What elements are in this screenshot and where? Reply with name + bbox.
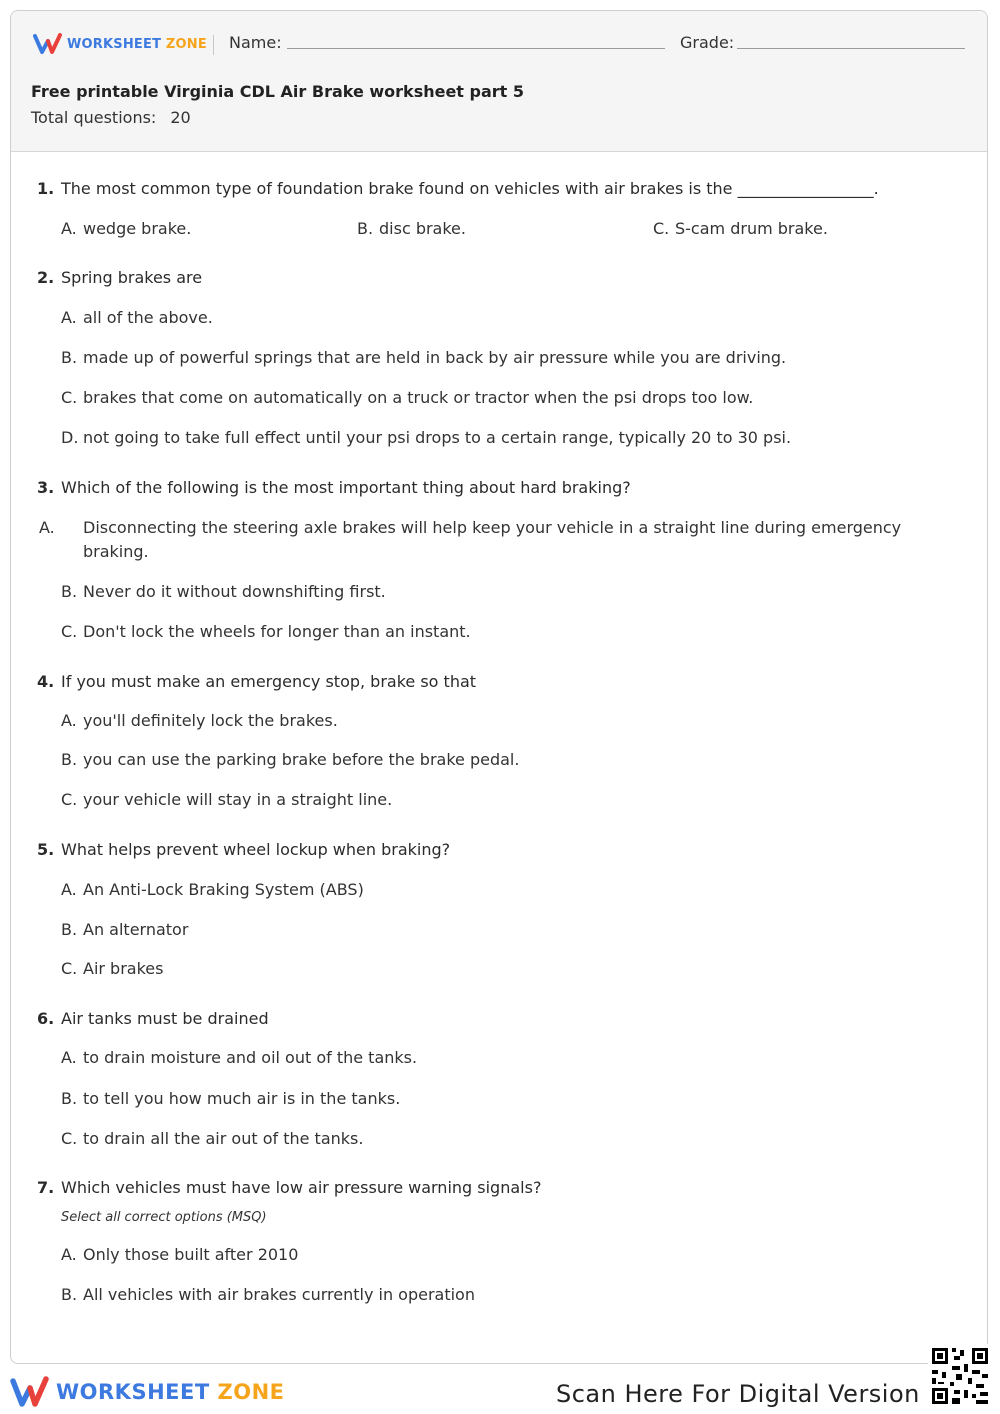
question-5 — [37, 838, 937, 862]
option-letter: A. — [61, 219, 77, 238]
footer-brand — [56, 1380, 285, 1404]
footer-logo — [10, 1376, 285, 1408]
footer-brand-main: WORKSHEET — [56, 1380, 210, 1404]
question-2 — [37, 266, 937, 290]
header-brand-accent: ZONE — [165, 36, 207, 52]
question-3 — [37, 476, 937, 500]
option-5b[interactable] — [61, 918, 188, 942]
option-2b[interactable] — [61, 346, 786, 370]
option-letter: B. — [61, 750, 78, 769]
option-text: Only those built after 2010 — [83, 1245, 299, 1264]
option-4a[interactable] — [61, 709, 338, 733]
option-text: disc brake. — [379, 219, 466, 238]
option-text: Never do it without downshifting first. — [83, 582, 386, 601]
option-letter: A. — [61, 308, 77, 327]
option-text: not going to take full effect until your psi drops to a certain range, typically 20 to 30 psi. — [83, 428, 792, 447]
option-2c[interactable] — [61, 386, 753, 410]
question-text — [37, 476, 937, 500]
option-3c[interactable] — [61, 620, 471, 644]
question-stem: The most common type of foundation brake found on vehicles with air brakes is the _________________. — [61, 179, 879, 198]
worksheet-zone-logo-icon — [10, 1376, 50, 1408]
option-1b[interactable] — [357, 217, 466, 241]
option-text: Don't lock the wheels for longer than an instant. — [83, 622, 471, 641]
question-text — [37, 177, 937, 201]
question-stem: Air tanks must be drained — [61, 1009, 269, 1028]
name-field[interactable] — [287, 48, 665, 49]
option-text: S-cam drum brake. — [675, 219, 828, 238]
option-4b[interactable] — [61, 748, 519, 772]
total-questions — [31, 108, 191, 127]
question-number: 3. — [37, 478, 55, 497]
question-stem: Which of the following is the most important thing about hard braking? — [61, 478, 631, 497]
option-3a[interactable] — [39, 516, 943, 564]
option-letter: B. — [61, 920, 78, 939]
option-letter: C. — [61, 1129, 78, 1148]
option-letter: C. — [653, 219, 670, 238]
option-7b[interactable] — [61, 1283, 475, 1307]
scan-caption: Scan Here For Digital Version — [556, 1380, 920, 1408]
option-text: Air brakes — [83, 959, 164, 978]
grade-label: Grade: — [680, 33, 735, 52]
question-text — [37, 670, 937, 694]
question-number: 2. — [37, 268, 55, 287]
option-letter: A. — [61, 1245, 77, 1264]
total-value: 20 — [170, 108, 191, 127]
option-text: brakes that come on automatically on a truck or tractor when the psi drops too low. — [83, 388, 754, 407]
option-1a[interactable] — [61, 217, 191, 241]
header-brand-main: WORKSHEET — [67, 36, 162, 52]
worksheet-header — [11, 11, 987, 152]
option-letter: B. — [357, 219, 374, 238]
option-letter: A. — [61, 1048, 77, 1067]
option-3b[interactable] — [61, 580, 386, 604]
option-text: wedge brake. — [83, 219, 192, 238]
question-6 — [37, 1007, 937, 1031]
option-text: All vehicles with air brakes currently in operation — [83, 1285, 475, 1304]
question-1 — [37, 177, 937, 201]
option-letter: B. — [61, 1285, 78, 1304]
header-brand — [67, 37, 207, 52]
option-4c[interactable] — [61, 788, 392, 812]
footer-brand-accent: ZONE — [217, 1380, 285, 1404]
question-number: 5. — [37, 840, 55, 859]
question-note: Select all correct options (MSQ) — [61, 1210, 267, 1225]
question-text — [37, 838, 937, 862]
question-4 — [37, 670, 937, 694]
option-text: to drain all the air out of the tanks. — [83, 1129, 364, 1148]
option-6c[interactable] — [61, 1127, 363, 1151]
option-1c[interactable] — [653, 217, 828, 241]
option-6a[interactable] — [61, 1046, 417, 1070]
question-number: 6. — [37, 1009, 55, 1028]
option-letter: B. — [61, 1089, 78, 1108]
question-stem: Spring brakes are — [61, 268, 203, 287]
worksheet-title: Free printable Virginia CDL Air Brake worksheet part 5 — [31, 82, 525, 101]
option-text: made up of powerful springs that are held in back by air pressure while you are driving. — [83, 348, 787, 367]
option-letter: C. — [61, 388, 78, 407]
question-number: 4. — [37, 672, 55, 691]
option-text: you'll definitely lock the brakes. — [83, 711, 338, 730]
grade-field[interactable] — [737, 48, 965, 49]
question-stem: What helps prevent wheel lockup when braking? — [61, 840, 451, 859]
header-logo — [33, 33, 207, 55]
question-number: 1. — [37, 179, 55, 198]
option-5a[interactable] — [61, 878, 364, 902]
worksheet-zone-logo-icon — [33, 33, 63, 55]
question-stem: If you must make an emergency stop, brake so that — [61, 672, 477, 691]
worksheet-sheet — [10, 10, 988, 1364]
option-letter: A. — [39, 518, 55, 537]
option-text: Disconnecting the steering axle brakes will help keep your vehicle in a straight line during emergency braking. — [83, 518, 902, 561]
option-text: An alternator — [83, 920, 189, 939]
option-text: you can use the parking brake before the brake pedal. — [83, 750, 520, 769]
option-letter: C. — [61, 959, 78, 978]
question-text — [37, 1176, 937, 1200]
option-letter: B. — [61, 348, 78, 367]
option-2a[interactable] — [61, 306, 213, 330]
qr-code-icon[interactable] — [928, 1344, 992, 1408]
name-label: Name: — [229, 33, 282, 52]
question-text — [37, 266, 937, 290]
question-stem: Which vehicles must have low air pressure warning signals? — [61, 1178, 542, 1197]
option-text: to drain moisture and oil out of the tanks. — [83, 1048, 418, 1067]
option-text: An Anti-Lock Braking System (ABS) — [83, 880, 364, 899]
question-number: 7. — [37, 1178, 55, 1197]
option-letter: D. — [61, 428, 79, 447]
option-2d[interactable] — [61, 426, 791, 450]
option-6b[interactable] — [61, 1087, 400, 1111]
option-text: to tell you how much air is in the tanks. — [83, 1089, 401, 1108]
option-5c[interactable] — [61, 957, 163, 981]
option-letter: C. — [61, 790, 78, 809]
option-letter: A. — [61, 711, 77, 730]
option-letter: B. — [61, 582, 78, 601]
total-label: Total questions: — [31, 108, 157, 127]
header-divider — [213, 35, 214, 55]
question-7 — [37, 1176, 937, 1200]
option-letter: C. — [61, 622, 78, 641]
option-text: your vehicle will stay in a straight line. — [83, 790, 393, 809]
option-text: all of the above. — [83, 308, 213, 327]
question-text — [37, 1007, 937, 1031]
option-letter: A. — [61, 880, 77, 899]
option-7a[interactable] — [61, 1243, 298, 1267]
